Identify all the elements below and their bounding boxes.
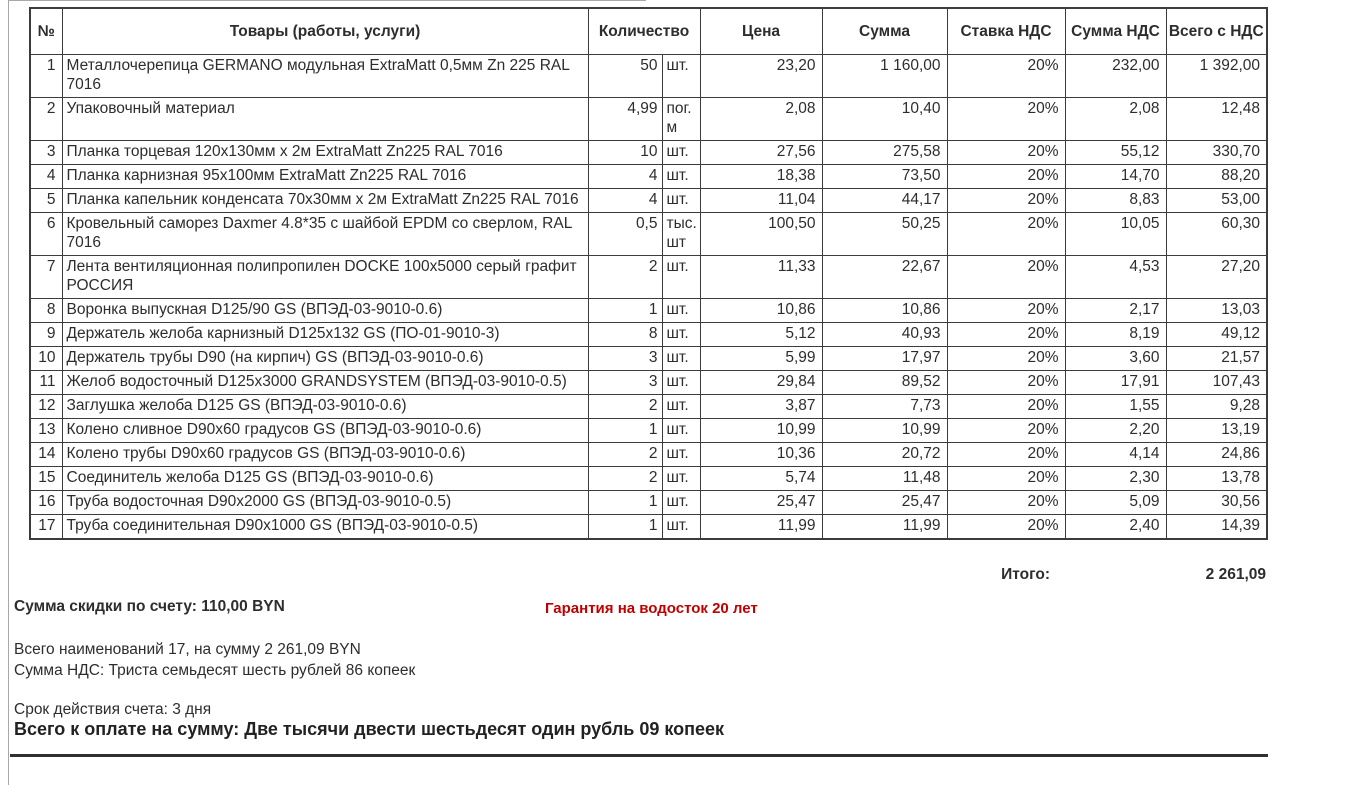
cell-price: 29,84 — [700, 370, 822, 394]
cell-vat-rate: 20% — [947, 346, 1065, 370]
cell-unit: шт. — [662, 514, 700, 539]
cell-quantity: 50 — [588, 54, 662, 97]
cell-item-name: Планка торцевая 120х130мм х 2м ExtraMatt Zn225 RAL 7016 — [62, 140, 588, 164]
cell-item-name: Упаковочный материал — [62, 97, 588, 140]
cell-row-number: 4 — [30, 164, 62, 188]
cell-item-name: Желоб водосточный D125х3000 GRANDSYSTEM (ВПЭД-03-9010-0.5) — [62, 370, 588, 394]
table-header-row — [30, 8, 1267, 54]
grand-total-row — [29, 566, 1266, 586]
cell-vat-sum: 3,60 — [1065, 346, 1166, 370]
cell-quantity: 2 — [588, 255, 662, 298]
cell-total-with-vat: 53,00 — [1166, 188, 1267, 212]
cell-total-with-vat: 14,39 — [1166, 514, 1267, 539]
cell-quantity: 4,99 — [588, 97, 662, 140]
cell-total-with-vat: 330,70 — [1166, 140, 1267, 164]
cell-row-number: 3 — [30, 140, 62, 164]
cell-item-name: Воронка выпускная D125/90 GS (ВПЭД-03-9010-0.6) — [62, 298, 588, 322]
cell-price: 100,50 — [700, 212, 822, 255]
cell-price: 5,12 — [700, 322, 822, 346]
cell-quantity: 8 — [588, 322, 662, 346]
cell-total-with-vat: 24,86 — [1166, 442, 1267, 466]
cell-quantity: 4 — [588, 164, 662, 188]
cell-total-with-vat: 30,56 — [1166, 490, 1267, 514]
cell-item-name: Держатель трубы D90 (на кирпич) GS (ВПЭД-03-9010-0.6) — [62, 346, 588, 370]
cell-sum: 10,99 — [822, 418, 947, 442]
cell-sum: 73,50 — [822, 164, 947, 188]
cell-sum: 89,52 — [822, 370, 947, 394]
cell-item-name: Колено сливное D90х60 градусов GS (ВПЭД-03-9010-0.6) — [62, 418, 588, 442]
invoice-row — [30, 255, 1267, 298]
cell-row-number: 8 — [30, 298, 62, 322]
cell-vat-rate: 20% — [947, 140, 1065, 164]
cell-item-name: Планка капельник конденсата 70х30мм х 2м ExtraMatt Zn225 RAL 7016 — [62, 188, 588, 212]
invoice-row — [30, 140, 1267, 164]
cell-price: 11,99 — [700, 514, 822, 539]
cell-unit: шт. — [662, 322, 700, 346]
header-vat-sum: Сумма НДС — [1065, 8, 1166, 54]
invoice-row — [30, 212, 1267, 255]
invoice-row — [30, 394, 1267, 418]
cell-sum: 20,72 — [822, 442, 947, 466]
cell-price: 18,38 — [700, 164, 822, 188]
cell-price: 10,36 — [700, 442, 822, 466]
cell-row-number: 2 — [30, 97, 62, 140]
cell-row-number: 7 — [30, 255, 62, 298]
cell-unit: шт. — [662, 346, 700, 370]
cell-item-name: Лента вентиляционная полипропилен DOCKE 100х5000 серый графит РОССИЯ — [62, 255, 588, 298]
cell-unit: шт. — [662, 140, 700, 164]
cell-vat-rate: 20% — [947, 442, 1065, 466]
cell-sum: 10,86 — [822, 298, 947, 322]
cell-unit: шт. — [662, 490, 700, 514]
cell-item-name: Металлочерепица GERMANO модульная ExtraMatt 0,5мм Zn 225 RAL 7016 — [62, 54, 588, 97]
cell-price: 23,20 — [700, 54, 822, 97]
page-frame-left — [8, 0, 9, 785]
cell-sum: 22,67 — [822, 255, 947, 298]
invoice-row — [30, 370, 1267, 394]
cell-row-number: 16 — [30, 490, 62, 514]
cell-vat-rate: 20% — [947, 394, 1065, 418]
cell-row-number: 9 — [30, 322, 62, 346]
cell-total-with-vat: 60,30 — [1166, 212, 1267, 255]
cell-item-name: Труба водосточная D90х2000 GS (ВПЭД-03-9010-0.5) — [62, 490, 588, 514]
invoice-row — [30, 466, 1267, 490]
grand-total-label: Итого: — [1001, 566, 1050, 583]
cell-vat-sum: 232,00 — [1065, 54, 1166, 97]
cell-item-name: Заглушка желоба D125 GS (ВПЭД-03-9010-0.6) — [62, 394, 588, 418]
invoice-table — [29, 7, 1268, 540]
validity-line: Срок действия счета: 3 дня — [14, 701, 212, 718]
cell-unit: шт. — [662, 466, 700, 490]
cell-sum: 44,17 — [822, 188, 947, 212]
cell-vat-sum: 5,09 — [1065, 490, 1166, 514]
cell-total-with-vat: 13,19 — [1166, 418, 1267, 442]
cell-vat-rate: 20% — [947, 97, 1065, 140]
cell-sum: 25,47 — [822, 490, 947, 514]
cell-sum: 275,58 — [822, 140, 947, 164]
cell-unit: тыс. шт — [662, 212, 700, 255]
cell-vat-rate: 20% — [947, 322, 1065, 346]
cell-vat-sum: 55,12 — [1065, 140, 1166, 164]
cell-vat-sum: 2,30 — [1065, 466, 1166, 490]
bottom-divider — [10, 754, 1268, 757]
cell-quantity: 2 — [588, 394, 662, 418]
invoice-row — [30, 164, 1267, 188]
cell-total-with-vat: 27,20 — [1166, 255, 1267, 298]
invoice-row — [30, 54, 1267, 97]
cell-row-number: 17 — [30, 514, 62, 539]
cell-total-with-vat: 13,78 — [1166, 466, 1267, 490]
cell-vat-rate: 20% — [947, 54, 1065, 97]
cell-unit: шт. — [662, 394, 700, 418]
grand-total-value: 2 261,09 — [1205, 566, 1266, 583]
cell-quantity: 2 — [588, 442, 662, 466]
cell-quantity: 4 — [588, 188, 662, 212]
total-in-words-line: Всего к оплате на сумму: Две тысячи двести шестьдесят один рубль 09 копеек — [14, 719, 725, 739]
cell-total-with-vat: 13,03 — [1166, 298, 1267, 322]
invoice-row — [30, 298, 1267, 322]
invoice-row — [30, 442, 1267, 466]
cell-total-with-vat: 21,57 — [1166, 346, 1267, 370]
cell-sum: 11,48 — [822, 466, 947, 490]
cell-row-number: 5 — [30, 188, 62, 212]
cell-vat-rate: 20% — [947, 490, 1065, 514]
warranty-note: Гарантия на водосток 20 лет — [545, 600, 758, 617]
cell-vat-sum: 10,05 — [1065, 212, 1166, 255]
cell-unit: шт. — [662, 164, 700, 188]
cell-sum: 17,97 — [822, 346, 947, 370]
cell-unit: шт. — [662, 255, 700, 298]
cell-quantity: 1 — [588, 490, 662, 514]
cell-price: 3,87 — [700, 394, 822, 418]
cell-total-with-vat: 49,12 — [1166, 322, 1267, 346]
cell-total-with-vat: 9,28 — [1166, 394, 1267, 418]
cell-vat-rate: 20% — [947, 212, 1065, 255]
header-total-with-vat: Всего с НДС — [1166, 8, 1267, 54]
cell-vat-sum: 2,17 — [1065, 298, 1166, 322]
cell-unit: пог. м — [662, 97, 700, 140]
header-number: № — [30, 8, 62, 54]
cell-unit: шт. — [662, 298, 700, 322]
cell-vat-sum: 8,19 — [1065, 322, 1166, 346]
cell-price: 5,99 — [700, 346, 822, 370]
cell-vat-rate: 20% — [947, 298, 1065, 322]
cell-quantity: 3 — [588, 370, 662, 394]
cell-total-with-vat: 1 392,00 — [1166, 54, 1267, 97]
cell-total-with-vat: 107,43 — [1166, 370, 1267, 394]
cell-sum: 11,99 — [822, 514, 947, 539]
invoice-row — [30, 514, 1267, 539]
cell-vat-rate: 20% — [947, 255, 1065, 298]
cell-item-name: Кровельный саморез Daxmer 4.8*35 с шайбой EPDM со сверлом, RAL 7016 — [62, 212, 588, 255]
invoice-row — [30, 418, 1267, 442]
cell-vat-sum: 4,53 — [1065, 255, 1166, 298]
invoice-row — [30, 97, 1267, 140]
cell-vat-sum: 2,40 — [1065, 514, 1166, 539]
cell-vat-sum: 8,83 — [1065, 188, 1166, 212]
cell-vat-rate: 20% — [947, 370, 1065, 394]
vat-in-words-line: Сумма НДС: Триста семьдесят шесть рублей 86 копеек — [14, 662, 416, 679]
cell-quantity: 1 — [588, 418, 662, 442]
cell-price: 11,04 — [700, 188, 822, 212]
cell-unit: шт. — [662, 370, 700, 394]
cell-price: 27,56 — [700, 140, 822, 164]
cell-price: 10,99 — [700, 418, 822, 442]
header-quantity: Количество — [588, 8, 700, 54]
cell-unit: шт. — [662, 442, 700, 466]
cell-vat-rate: 20% — [947, 164, 1065, 188]
cell-price: 11,33 — [700, 255, 822, 298]
cell-vat-rate: 20% — [947, 514, 1065, 539]
invoice-row — [30, 188, 1267, 212]
cell-row-number: 1 — [30, 54, 62, 97]
cell-price: 5,74 — [700, 466, 822, 490]
cell-vat-sum: 2,20 — [1065, 418, 1166, 442]
cell-price: 2,08 — [700, 97, 822, 140]
cell-item-name: Держатель желоба карнизный D125х132 GS (ПО-01-9010-3) — [62, 322, 588, 346]
cell-quantity: 1 — [588, 514, 662, 539]
cell-vat-sum: 2,08 — [1065, 97, 1166, 140]
cell-vat-sum: 4,14 — [1065, 442, 1166, 466]
header-price: Цена — [700, 8, 822, 54]
cell-price: 10,86 — [700, 298, 822, 322]
cell-sum: 1 160,00 — [822, 54, 947, 97]
cell-item-name: Планка карнизная 95х100мм ExtraMatt Zn225 RAL 7016 — [62, 164, 588, 188]
cell-row-number: 10 — [30, 346, 62, 370]
cell-unit: шт. — [662, 418, 700, 442]
cell-quantity: 0,5 — [588, 212, 662, 255]
cell-vat-rate: 20% — [947, 466, 1065, 490]
invoice-row — [30, 322, 1267, 346]
cell-row-number: 11 — [30, 370, 62, 394]
cell-item-name: Труба соединительная D90х1000 GS (ВПЭД-03-9010-0.5) — [62, 514, 588, 539]
cell-unit: шт. — [662, 188, 700, 212]
cell-item-name: Соединитель желоба D125 GS (ВПЭД-03-9010-0.6) — [62, 466, 588, 490]
cell-vat-sum: 1,55 — [1065, 394, 1166, 418]
cell-row-number: 13 — [30, 418, 62, 442]
cell-quantity: 3 — [588, 346, 662, 370]
items-count-line: Всего наименований 17, на сумму 2 261,09 BYN — [14, 641, 361, 658]
cell-quantity: 2 — [588, 466, 662, 490]
discount-line: Сумма скидки по счету: 110,00 BYN — [14, 598, 285, 615]
cell-total-with-vat: 88,20 — [1166, 164, 1267, 188]
cell-row-number: 6 — [30, 212, 62, 255]
cell-row-number: 14 — [30, 442, 62, 466]
cell-row-number: 15 — [30, 466, 62, 490]
cell-sum: 50,25 — [822, 212, 947, 255]
header-vat-rate: Ставка НДС — [947, 8, 1065, 54]
cell-unit: шт. — [662, 54, 700, 97]
cell-price: 25,47 — [700, 490, 822, 514]
cell-vat-rate: 20% — [947, 188, 1065, 212]
invoice-row — [30, 346, 1267, 370]
cell-vat-rate: 20% — [947, 418, 1065, 442]
cell-vat-sum: 17,91 — [1065, 370, 1166, 394]
cell-quantity: 10 — [588, 140, 662, 164]
cell-vat-sum: 14,70 — [1065, 164, 1166, 188]
cell-item-name: Колено трубы D90х60 градусов GS (ВПЭД-03-9010-0.6) — [62, 442, 588, 466]
cell-sum: 7,73 — [822, 394, 947, 418]
header-sum: Сумма — [822, 8, 947, 54]
invoice-row — [30, 490, 1267, 514]
cell-row-number: 12 — [30, 394, 62, 418]
cell-sum: 40,93 — [822, 322, 947, 346]
header-items: Товары (работы, услуги) — [62, 8, 588, 54]
cell-total-with-vat: 12,48 — [1166, 97, 1267, 140]
page-frame-top — [8, 0, 646, 1]
cell-sum: 10,40 — [822, 97, 947, 140]
cell-quantity: 1 — [588, 298, 662, 322]
